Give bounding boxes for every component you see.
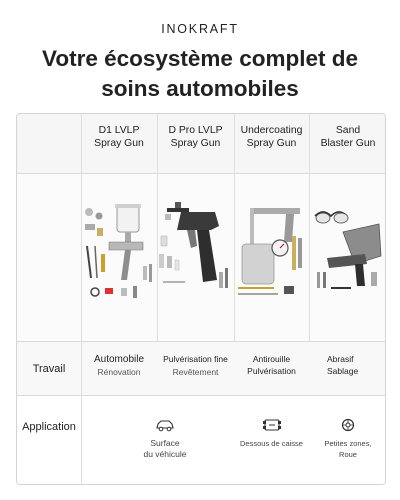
application-text: Roue (339, 450, 357, 459)
column-header-line: Undercoating (240, 125, 303, 136)
travail-sub: Rénovation (97, 366, 141, 377)
application-text: Dessous de caisse (240, 439, 303, 448)
car-body-icon (155, 418, 175, 432)
column-header-line: Spray Gun (246, 138, 297, 149)
application-item (234, 418, 309, 449)
travail-main: Pulvérisation fine (163, 353, 228, 364)
headline-line-2: soins automobiles (101, 76, 299, 101)
travail-cell (234, 342, 309, 396)
column-header-line: Spray Gun (94, 138, 144, 149)
travail-cell (309, 342, 386, 396)
application-item (113, 418, 217, 460)
column-header-line: Spray Gun (170, 138, 221, 149)
column-header-line: Sand (335, 125, 361, 136)
page-headline (0, 44, 400, 104)
travail-sub: Pulvérisation (247, 366, 296, 376)
sand-blaster-gun-kit-image (309, 202, 385, 302)
car-wheel-icon (338, 418, 358, 432)
undercoating-spray-gun-kit-image (234, 202, 310, 302)
travail-main: Abrasif (327, 354, 354, 364)
headline-line-1: Votre écosystème complet de (42, 46, 358, 71)
car-underbody-icon (262, 418, 282, 432)
d1-lvlp-spray-gun-kit-image (81, 202, 157, 302)
travail-sub: Sablage (327, 366, 359, 376)
travail-cell (81, 342, 157, 396)
column-header-line: D1 LVLP (98, 125, 140, 136)
row-label-application: Application (22, 421, 76, 433)
application-text: du véhicule (143, 449, 187, 459)
application-text: Surface (150, 438, 180, 448)
travail-cell (157, 342, 234, 396)
travail-sub: Revêtement (172, 366, 219, 377)
brand-logo: INOKRAFT (161, 22, 239, 36)
travail-main: Automobile (93, 353, 145, 365)
application-item (309, 418, 386, 460)
travail-main: Antirouille (252, 354, 291, 364)
row-label-travail: Travail (32, 363, 66, 375)
application-text: Petites zones, (324, 439, 372, 448)
d-pro-lvlp-spray-gun-kit-image (157, 202, 233, 302)
comparison-table (16, 113, 386, 485)
column-header-line: D Pro LVLP (168, 125, 223, 136)
column-header-line: Blaster Gun (320, 138, 376, 149)
